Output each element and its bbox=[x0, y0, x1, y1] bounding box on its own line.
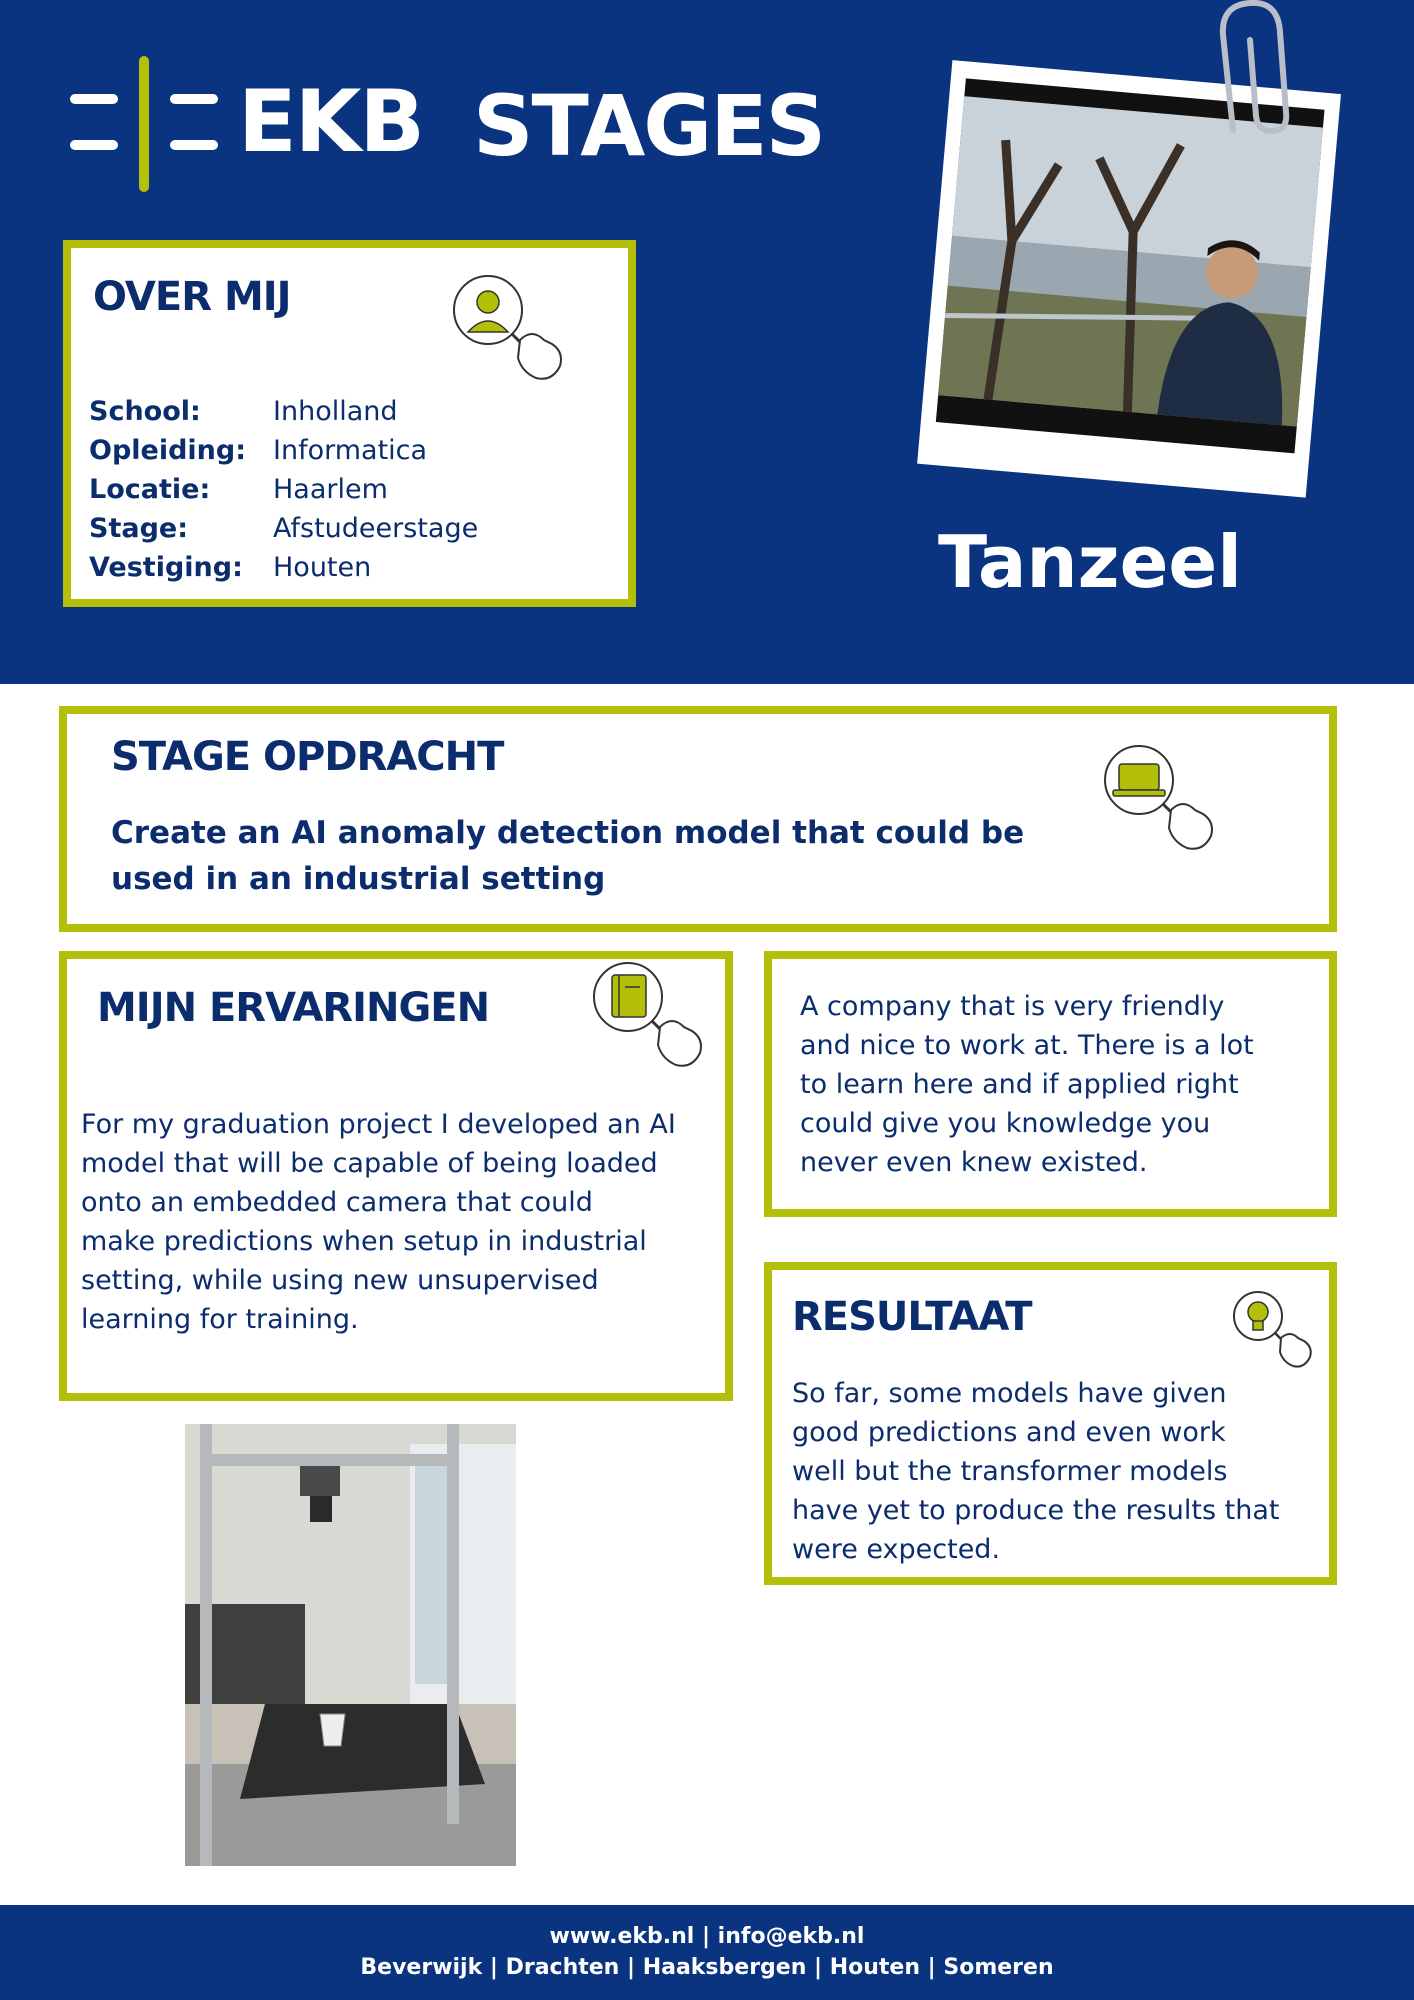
company-line: A company that is very friendly bbox=[800, 991, 1225, 1022]
company-line: could give you knowledge you bbox=[800, 1108, 1211, 1139]
company-line: and nice to work at. There is a lot bbox=[800, 1030, 1254, 1061]
company-text bbox=[800, 987, 1254, 1182]
stage-opdracht-line: used in an industrial setting bbox=[111, 861, 606, 897]
footer-locations: Beverwijk | Drachten | Haaksbergen | Houten | Someren bbox=[360, 1955, 1054, 1980]
company-line: never even knew existed. bbox=[800, 1147, 1148, 1178]
info-label: Opleiding: bbox=[89, 435, 247, 466]
info-value: Afstudeerstage bbox=[273, 513, 479, 544]
person-magnifier-icon bbox=[452, 274, 572, 384]
book-magnifier-icon bbox=[592, 959, 714, 1081]
laptop-magnifier-icon bbox=[1103, 744, 1223, 854]
ervaringen-card bbox=[59, 951, 733, 1401]
ekb-logo-icon bbox=[70, 56, 220, 196]
info-label: Vestiging: bbox=[89, 552, 243, 583]
stage-opdracht-line: Create an AI anomaly detection model that could be bbox=[111, 815, 1025, 851]
footer-contact[interactable]: www.ekb.nl | info@ekb.nl bbox=[549, 1924, 865, 1949]
ervaringen-line: model that will be capable of being loaded bbox=[81, 1148, 658, 1179]
info-value: Haarlem bbox=[273, 474, 388, 505]
stage-opdracht-title: STAGE OPDRACHT bbox=[111, 734, 504, 780]
portrait-photo bbox=[878, 0, 1348, 530]
info-label: Stage: bbox=[89, 513, 189, 544]
logo-stages: STAGES bbox=[473, 77, 825, 175]
info-value: Houten bbox=[273, 552, 372, 583]
stage-opdracht-card bbox=[59, 706, 1337, 932]
ervaringen-text bbox=[81, 1105, 676, 1339]
resultaat-text bbox=[792, 1374, 1280, 1569]
over-mij-card bbox=[63, 240, 636, 607]
resultaat-line: So far, some models have given bbox=[792, 1378, 1227, 1409]
logo-ekb: EKB bbox=[238, 72, 423, 172]
ervaringen-line: make predictions when setup in industrial bbox=[81, 1226, 647, 1257]
resultaat-line: good predictions and even work bbox=[792, 1417, 1226, 1448]
camera-setup-photo bbox=[185, 1424, 516, 1866]
info-value: Inholland bbox=[273, 396, 398, 427]
footer bbox=[0, 1905, 1414, 2000]
resultaat-line: have yet to produce the results that bbox=[792, 1495, 1280, 1526]
info-value: Informatica bbox=[273, 435, 428, 466]
ervaringen-title: MIJN ERVARINGEN bbox=[97, 985, 490, 1031]
resultaat-line: well but the transformer models bbox=[792, 1456, 1228, 1487]
ervaringen-line: onto an embedded camera that could bbox=[81, 1187, 593, 1218]
ervaringen-line: learning for training. bbox=[81, 1304, 359, 1335]
company-card bbox=[764, 951, 1337, 1217]
ervaringen-line: For my graduation project I developed an AI bbox=[81, 1109, 676, 1140]
over-mij-title: OVER MIJ bbox=[93, 274, 291, 320]
resultaat-line: were expected. bbox=[792, 1534, 1001, 1565]
resultaat-title: RESULTAAT bbox=[792, 1294, 1032, 1340]
profile-name: Tanzeel bbox=[938, 520, 1242, 604]
resultaat-card bbox=[764, 1262, 1337, 1585]
ervaringen-line: setting, while using new unsupervised bbox=[81, 1265, 599, 1296]
stage-opdracht-text bbox=[111, 810, 1024, 902]
info-label: Locatie: bbox=[89, 474, 211, 505]
lightbulb-magnifier-icon bbox=[1232, 1290, 1322, 1374]
company-line: to learn here and if applied right bbox=[800, 1069, 1239, 1100]
info-label: School: bbox=[89, 396, 201, 427]
